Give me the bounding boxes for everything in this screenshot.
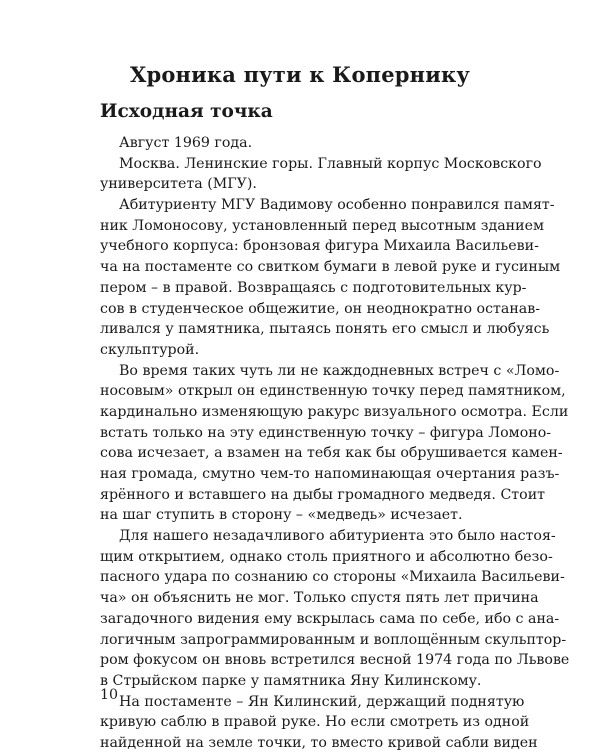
text-line: Во время таких чуть ли не каждодневных встреч с «Ломо- (119, 362, 560, 379)
text-line: в Стрыйском парке у памятника Яну Килинскому. (100, 672, 482, 689)
text-line: На постаменте – Ян Килинский, держащий поднятую (119, 693, 525, 710)
text-line: щим открытием, однако столь приятного и абсолютно безо- (100, 548, 553, 565)
text-line: Август 1969 года. (119, 135, 253, 151)
text-line: сов в студенческое общежитие, он неоднократно останав- (100, 300, 541, 317)
text-line: Москва. Ленинские горы. Главный корпус Московского (119, 155, 542, 172)
chapter-title: Хроника пути к Копернику (129, 62, 471, 87)
text-line: университета (МГУ). (100, 176, 257, 193)
section-title: Исходная точка (100, 101, 273, 122)
text-line: кривую саблю в правой руке. Но если смотреть из одной (100, 714, 530, 731)
text-line: пером – в правой. Возвращаясь с подготовительных кур- (100, 279, 527, 296)
body-text (100, 133, 570, 754)
text-line: ча» он объяснить не мог. Только спустя пять лет причина (100, 590, 539, 607)
text-line: логичным запрограммированным и воплощённым скульптор- (100, 631, 567, 648)
text-line: ярённого и вставшего на дыбы громадного медведя. Стоит (100, 486, 546, 503)
text-line: ник Ломоносову, установленный перед высотным зданием (100, 217, 545, 234)
text-line: пасного удара по сознанию со стороны «Михаила Васильеви- (100, 569, 565, 586)
text-line: Для нашего незадачливого абитуриента это было настоя- (119, 528, 556, 545)
text-line: ная громада, смутно чем-то напоминающая очертания разъ- (100, 466, 560, 482)
text-line: носовым» открыл он единственную точку перед памятником, (100, 383, 566, 400)
text-line: ром фокусом он вновь встретился весной 1974 года по Львове (100, 652, 570, 669)
text-line: ча на постаменте со свитком бумаги в левой руке и гусиным (100, 259, 561, 276)
text-line: ливался у памятника, пытаясь понять его смысл и любуясь (100, 321, 550, 338)
text-line: найденной на земле точки, то вместо кривой сабли виден (100, 734, 538, 751)
text-line: кардинально изменяющую ракурс визуального осмотра. Если (100, 403, 569, 420)
text-line: загадочного видения ему вскрылась сама по себе, ибо с ана- (100, 610, 560, 627)
text-line: Абитуриенту МГУ Вадимову особенно понравился памят- (119, 197, 555, 214)
text-line: на шаг ступить в сторону – «медведь» исчезает. (100, 507, 463, 524)
text-line: встать только на эту единственную точку – фигура Ломоно- (100, 424, 552, 441)
text-line: скульптурой. (100, 341, 200, 358)
page-number: 10 (100, 687, 119, 703)
text-line: сова исчезает, а взамен на тебя как бы обрушивается камен- (100, 445, 563, 462)
text-line: учебного корпуса: бронзовая фигура Михаила Васильеви- (100, 238, 539, 255)
